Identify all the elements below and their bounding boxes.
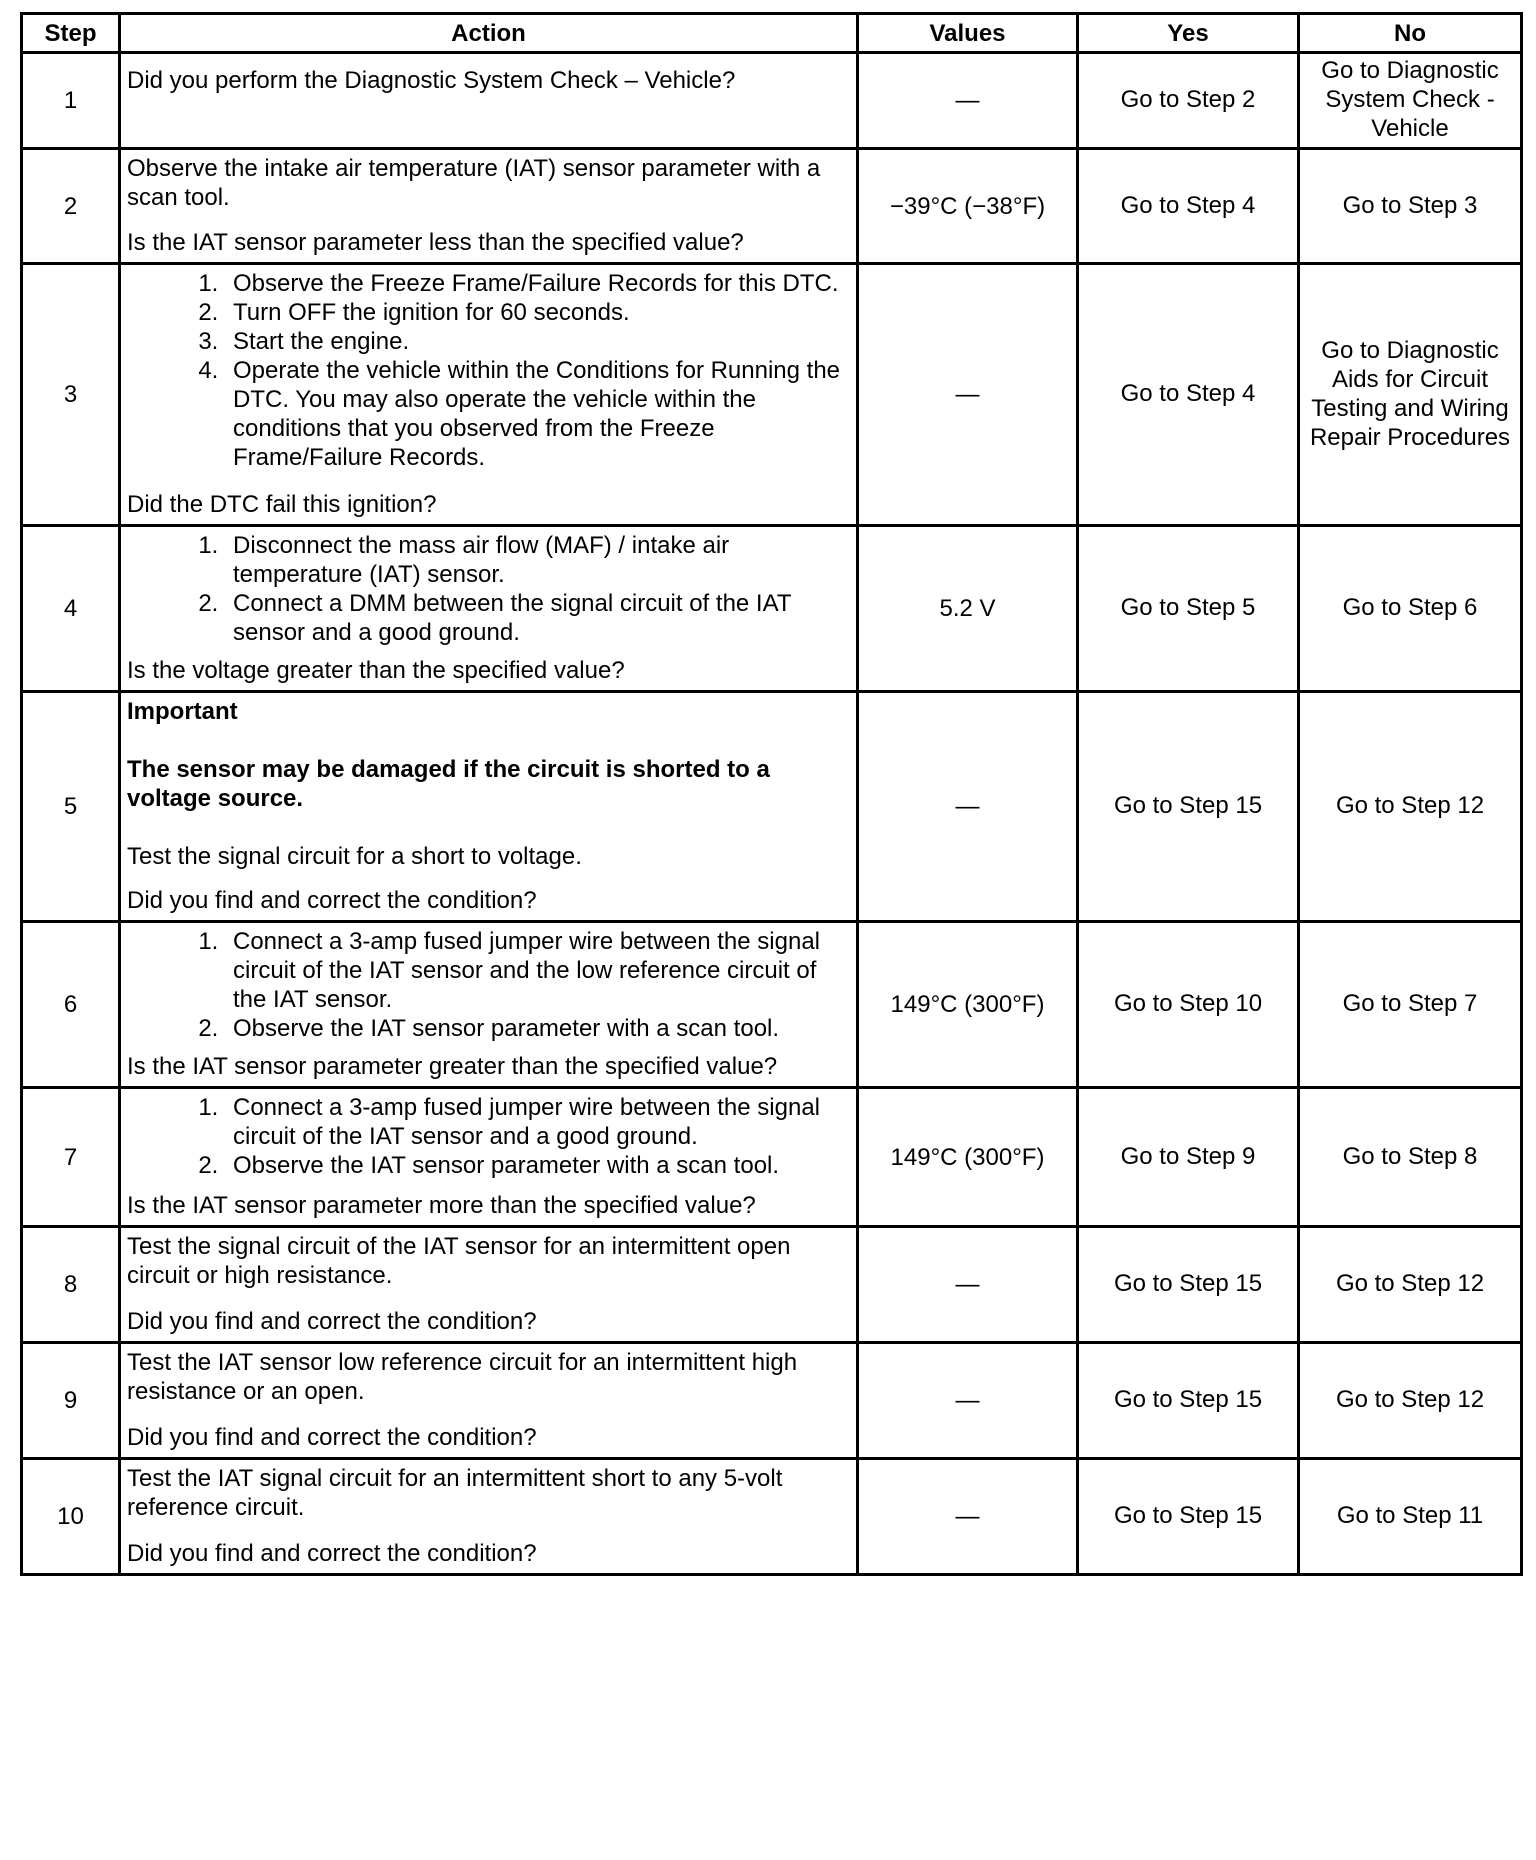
yes-cell: Go to Step 10 <box>1078 922 1299 1088</box>
action-cell <box>120 264 858 526</box>
header-yes: Yes <box>1078 14 1299 53</box>
action-step-item: 2. Turn OFF the ignition for 60 seconds. <box>225 298 850 327</box>
action-step-item: 3. Start the engine. <box>225 327 850 356</box>
action-step-item: 1. Connect a 3-amp fused jumper wire between the signal circuit of the IAT sensor and the low reference circuit of the IAT sensor. <box>225 927 850 1014</box>
header-values: Values <box>858 14 1078 53</box>
action-steps-list <box>127 1093 850 1180</box>
header-row <box>22 14 1522 53</box>
action-question: Did you find and correct the condition? <box>127 1423 537 1451</box>
table-row <box>22 149 1522 264</box>
value-cell: 149°C (300°F) <box>858 922 1078 1088</box>
table-row <box>22 692 1522 922</box>
action-step-item: 2. Connect a DMM between the signal circuit of the IAT sensor and a good ground. <box>225 589 850 647</box>
header-step: Step <box>22 14 120 53</box>
action-content <box>127 154 850 257</box>
step-number: 6 <box>22 922 120 1088</box>
no-cell: Go to Step 3 <box>1299 149 1522 264</box>
action-cell <box>120 53 858 149</box>
action-content <box>127 531 850 685</box>
yes-cell: Go to Step 4 <box>1078 264 1299 526</box>
action-question: Did you find and correct the condition? <box>127 1307 537 1335</box>
action-paragraph: Test the IAT signal circuit for an intermittent short to any 5-volt reference circuit. <box>127 1464 783 1521</box>
action-content <box>127 66 850 134</box>
value-cell: — <box>858 264 1078 526</box>
value-cell: — <box>858 1227 1078 1343</box>
action-content <box>127 1093 850 1220</box>
value-cell: 149°C (300°F) <box>858 1088 1078 1227</box>
no-cell: Go to Step 7 <box>1299 922 1522 1088</box>
action-content <box>127 1464 850 1568</box>
action-step-item: 1. Observe the Freeze Frame/Failure Records for this DTC. <box>225 269 850 298</box>
no-cell: Go to Step 12 <box>1299 1227 1522 1343</box>
action-question: Did you perform the Diagnostic System Check – Vehicle? <box>127 66 736 94</box>
action-cell <box>120 1459 858 1575</box>
action-paragraph: The sensor may be damaged if the circuit is shorted to a voltage source. <box>127 755 770 812</box>
action-content <box>127 927 850 1081</box>
action-paragraph: Test the signal circuit of the IAT sensor for an intermittent open circuit or high resistance. <box>127 1232 791 1289</box>
table-row <box>22 264 1522 526</box>
value-cell: — <box>858 1343 1078 1459</box>
action-question: Did the DTC fail this ignition? <box>127 490 437 518</box>
action-paragraph: Observe the intake air temperature (IAT) sensor parameter with a scan tool. <box>127 154 821 211</box>
table-body <box>22 53 1522 1575</box>
action-cell <box>120 922 858 1088</box>
step-number: 9 <box>22 1343 120 1459</box>
action-content <box>127 1348 850 1452</box>
action-question: Is the IAT sensor parameter less than the specified value? <box>127 228 744 256</box>
action-step-item: 1. Disconnect the mass air flow (MAF) / intake air temperature (IAT) sensor. <box>225 531 850 589</box>
action-cell <box>120 1343 858 1459</box>
yes-cell: Go to Step 2 <box>1078 53 1299 149</box>
no-cell: Go to Step 8 <box>1299 1088 1522 1227</box>
action-cell <box>120 1088 858 1227</box>
action-step-item: 2. Observe the IAT sensor parameter with a scan tool. <box>225 1151 850 1180</box>
table-row <box>22 1227 1522 1343</box>
action-question: Is the IAT sensor parameter greater than the specified value? <box>127 1052 778 1080</box>
step-number: 8 <box>22 1227 120 1343</box>
value-cell: — <box>858 1459 1078 1575</box>
action-content <box>127 269 850 519</box>
action-cell <box>120 692 858 922</box>
step-number: 7 <box>22 1088 120 1227</box>
header-action: Action <box>120 14 858 53</box>
action-content <box>127 697 850 915</box>
table-row <box>22 1343 1522 1459</box>
action-question: Did you find and correct the condition? <box>127 1539 537 1567</box>
table-row <box>22 922 1522 1088</box>
action-paragraph: Important <box>127 697 238 725</box>
step-number: 3 <box>22 264 120 526</box>
table-row <box>22 1459 1522 1575</box>
action-question: Is the IAT sensor parameter more than the specified value? <box>127 1191 756 1219</box>
step-number: 10 <box>22 1459 120 1575</box>
yes-cell: Go to Step 5 <box>1078 526 1299 692</box>
no-cell: Go to Step 12 <box>1299 1343 1522 1459</box>
step-number: 1 <box>22 53 120 149</box>
yes-cell: Go to Step 4 <box>1078 149 1299 264</box>
step-number: 5 <box>22 692 120 922</box>
yes-cell: Go to Step 15 <box>1078 1459 1299 1575</box>
table-row <box>22 1088 1522 1227</box>
diagnostic-table <box>20 12 1523 1576</box>
step-number: 2 <box>22 149 120 264</box>
action-steps-list <box>127 531 850 647</box>
value-cell: 5.2 V <box>858 526 1078 692</box>
no-cell: Go to Step 6 <box>1299 526 1522 692</box>
action-cell <box>120 1227 858 1343</box>
value-cell: — <box>858 692 1078 922</box>
action-steps-list <box>127 927 850 1043</box>
no-cell: Go to Diagnostic Aids for Circuit Testing and Wiring Repair Procedures <box>1299 264 1522 526</box>
value-cell: — <box>858 53 1078 149</box>
table-row <box>22 526 1522 692</box>
action-step-item: 4. Operate the vehicle within the Conditions for Running the DTC. You may also operate the vehicle within the conditions that you observed from the Freeze Frame/Failure Records. <box>225 356 850 472</box>
action-cell <box>120 149 858 264</box>
yes-cell: Go to Step 15 <box>1078 1343 1299 1459</box>
step-number: 4 <box>22 526 120 692</box>
yes-cell: Go to Step 15 <box>1078 1227 1299 1343</box>
action-paragraph: Test the signal circuit for a short to voltage. <box>127 842 582 870</box>
action-steps-list <box>127 269 850 472</box>
action-step-item: 2. Observe the IAT sensor parameter with a scan tool. <box>225 1014 850 1043</box>
action-question: Is the voltage greater than the specified value? <box>127 656 625 684</box>
action-step-item: 1. Connect a 3-amp fused jumper wire between the signal circuit of the IAT sensor and a good ground. <box>225 1093 850 1151</box>
no-cell: Go to Step 12 <box>1299 692 1522 922</box>
no-cell: Go to Diagnostic System Check - Vehicle <box>1299 53 1522 149</box>
yes-cell: Go to Step 9 <box>1078 1088 1299 1227</box>
yes-cell: Go to Step 15 <box>1078 692 1299 922</box>
action-paragraph: Test the IAT sensor low reference circuit for an intermittent high resistance or an open. <box>127 1348 798 1405</box>
action-content <box>127 1232 850 1336</box>
header-no: No <box>1299 14 1522 53</box>
action-question: Did you find and correct the condition? <box>127 886 537 914</box>
action-cell <box>120 526 858 692</box>
no-cell: Go to Step 11 <box>1299 1459 1522 1575</box>
value-cell: −39°C (−38°F) <box>858 149 1078 264</box>
table-row <box>22 53 1522 149</box>
